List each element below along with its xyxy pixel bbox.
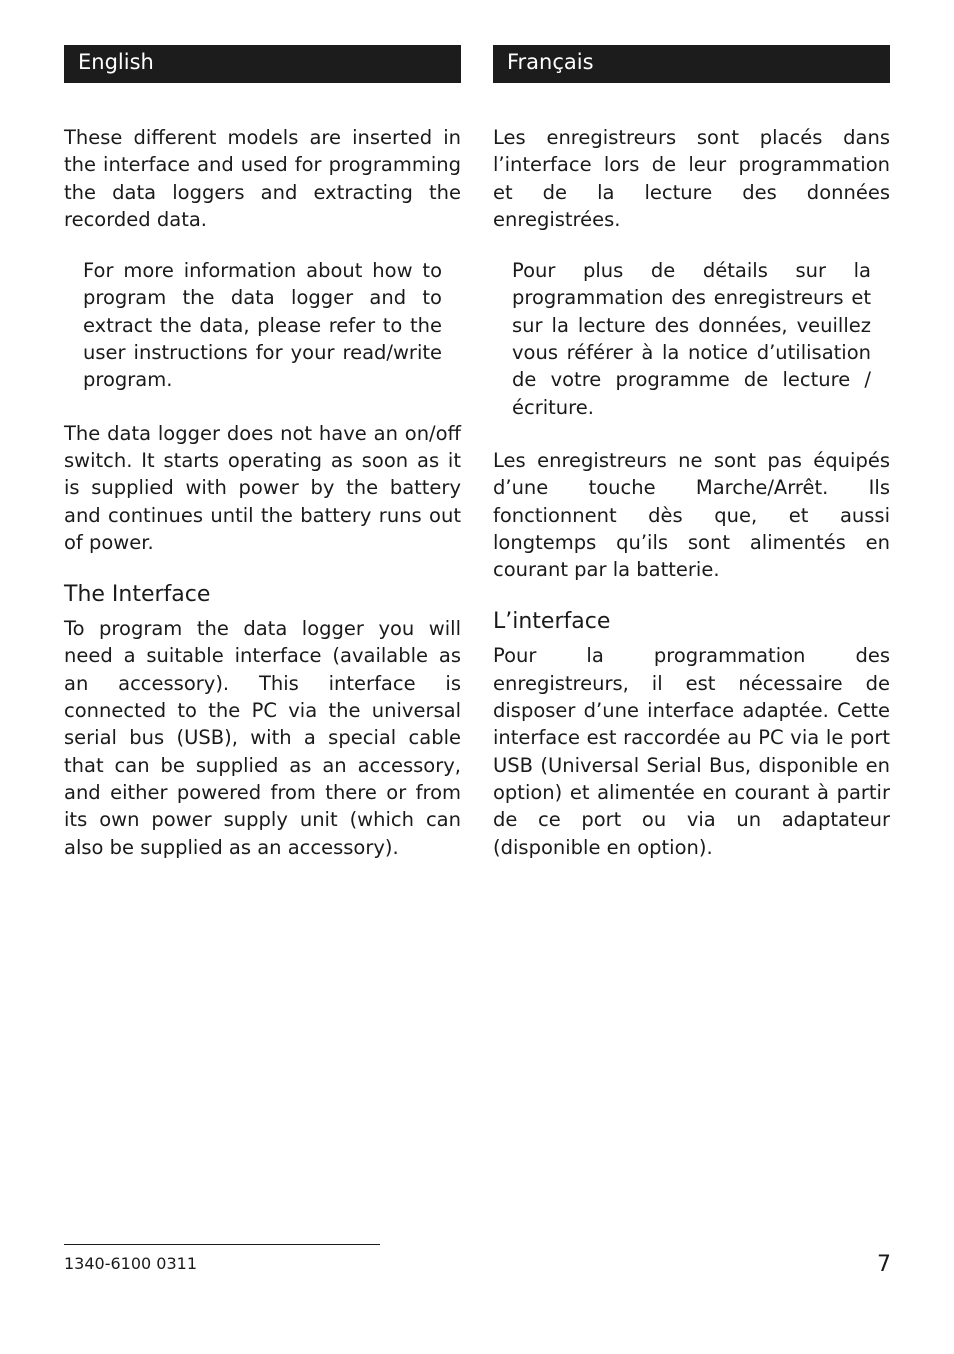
document-code: 1340-6100 0311 [64,1254,198,1273]
french-column [493,45,890,861]
french-section-body: Pour la programmation des enregistreurs, il est nécessaire de disposer d’une interface adaptée. Cette interface est raccordée au PC via le port USB (Universal Serial Bus, disponible en option) et alimentée en courant à partir de ce port ou via un adaptateur (disponible en option). [493,644,890,859]
english-section-body: To program the data logger you will need a suitable interface (available as an accessory). This interface is connected to the PC via the universal serial bus (USB), with a special cable that can be supplied as an accessory, and either powered from there or from its own power supply unit (which can also be supplied as an accessory). [64,617,461,859]
english-paragraph-1: These different models are inserted in the interface and used for programming the data loggers and extracting the recorded data. [64,126,461,231]
french-note: Pour plus de détails sur la programmation des enregistreurs et sur la lecture des données, veuillez vous référer à la notice d’utilisation de votre programme de lecture /écriture. [512,259,871,419]
french-paragraph-2: Les enregistreurs ne sont pas équipés d’une touche Marche/Arrêt. Ils fonctionnent dès que, et aussi longtemps qu’ils sont alimentés en courant par la batterie. [493,448,890,582]
english-column [64,45,461,861]
page-number: 7 [877,1252,891,1277]
footer-divider [64,1244,380,1245]
english-header: English [64,45,461,83]
english-section-heading: The Interface [64,582,211,608]
english-paragraph-2: The data logger does not have an on/off switch. It starts operating as soon as it is supplied with power by the battery and continues until the battery runs out of power. [64,421,461,554]
english-note: For more information about how to program the data logger and to extract the data, please refer to the user instructions for your read/write program. [83,259,442,392]
french-section-heading: L’interface [493,609,611,635]
french-paragraph-1: Les enregistreurs sont placés dans l’interface lors de leur programmation et de la lecture des données enregistrées. [493,126,890,231]
french-header: Français [493,45,890,83]
